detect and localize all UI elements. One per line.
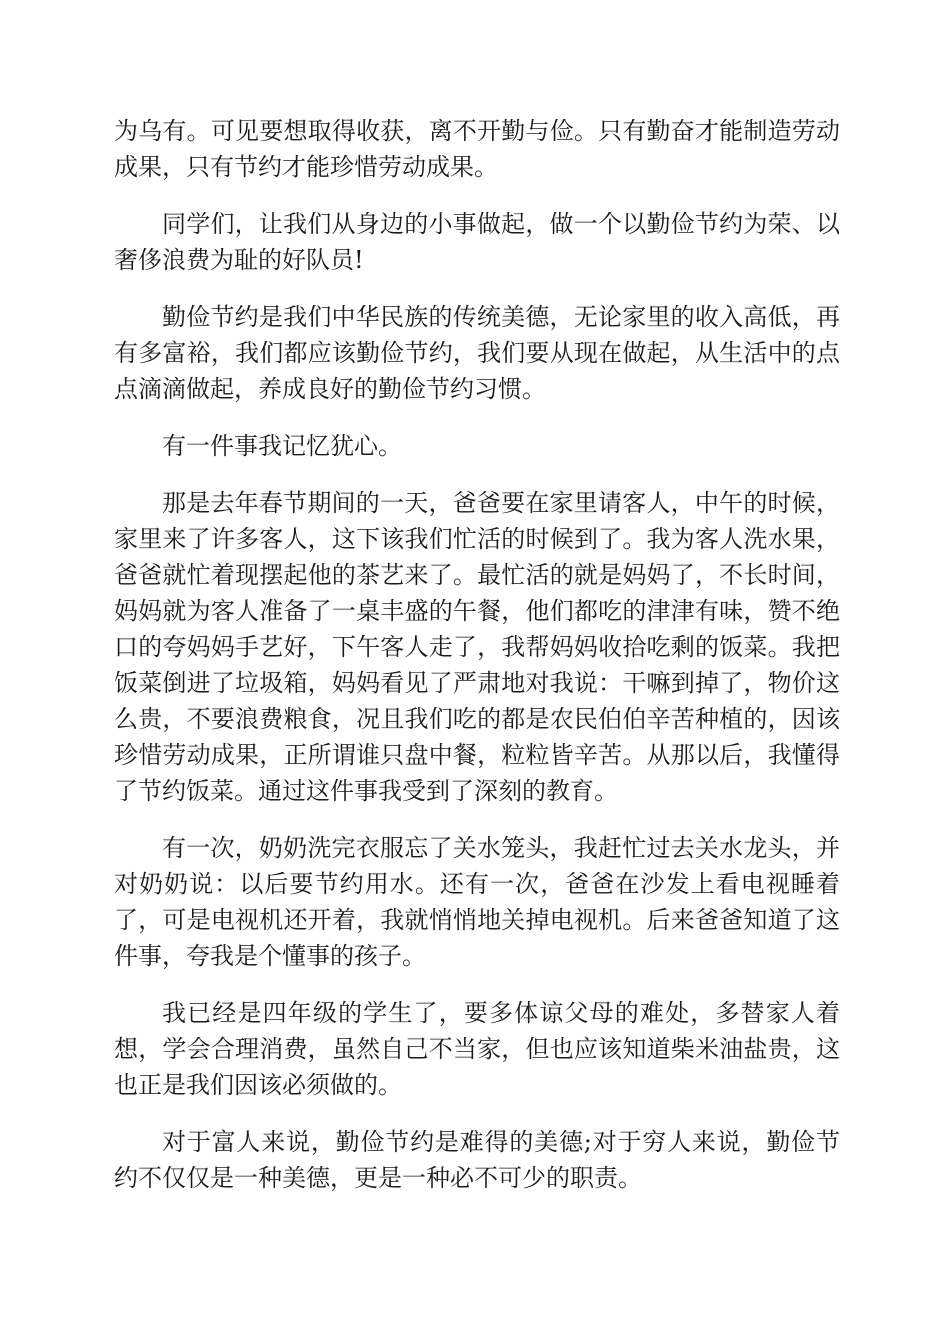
paragraph-2: 同学们，让我们从身边的小事做起，做一个以勤俭节约为荣、以奢侈浪费为耻的好队员! bbox=[114, 210, 840, 274]
paragraph-5: 那是去年春节期间的一天，爸爸要在家里请客人，中午的时候，家里来了许多客人，这下该我们忙活的时候到了。我为客人洗水果，爸爸就忙着现摆起他的茶艺来了。最忙活的就是妈妈了，不长时间，妈妈就为客人准备了一桌丰盛的午餐，他们都吃的津津有味，赞不绝口的夸妈妈手艺好，下午客人走了，我帮妈妈收拾吃剩的饭菜。我把饭菜倒进了垃圾箱，妈妈看见了严肃地对我说：干嘛到掉了，物价这么贵，不要浪费粮食，况且我们吃的都是农民伯伯辛苦种植的，因该珍惜劳动成果，正所谓谁只盘中餐，粒粒皆辛苦。从那以后，我懂得了节约饭菜。通过这件事我受到了深刻的教育。 bbox=[114, 489, 840, 805]
paragraph-4: 有一件事我记忆犹心。 bbox=[162, 432, 402, 460]
document-body bbox=[114, 113, 840, 1217]
paragraph-7: 我已经是四年级的学生了，要多体谅父母的难处，多替家人着想，学会合理消费，虽然自己不当家，但也应该知道柴米油盐贵，这也正是我们因该必须做的。 bbox=[114, 999, 840, 1099]
paragraph-8: 对于富人来说，勤俭节约是难得的美德;对于穷人来说，勤俭节约不仅仅是一种美德，更是一种必不可少的职责。 bbox=[114, 1128, 840, 1192]
paragraph-3: 勤俭节约是我们中华民族的传统美德，无论家里的收入高低，再有多富裕，我们都应该勤俭节约，我们要从现在做起，从生活中的点点滴滴做起，养成良好的勤俭节约习惯。 bbox=[114, 303, 840, 403]
paragraph-1: 为乌有。可见要想取得收获，离不开勤与俭。只有勤奋才能制造劳动成果，只有节约才能珍惜劳动成果。 bbox=[114, 117, 840, 181]
paragraph-6: 有一次，奶奶洗完衣服忘了关水笼头，我赶忙过去关水龙头，并对奶奶说：以后要节约用水。还有一次，爸爸在沙发上看电视睡着了，可是电视机还开着，我就悄悄地关掉电视机。后来爸爸知道了这件事，夸我是个懂事的孩子。 bbox=[114, 834, 840, 970]
